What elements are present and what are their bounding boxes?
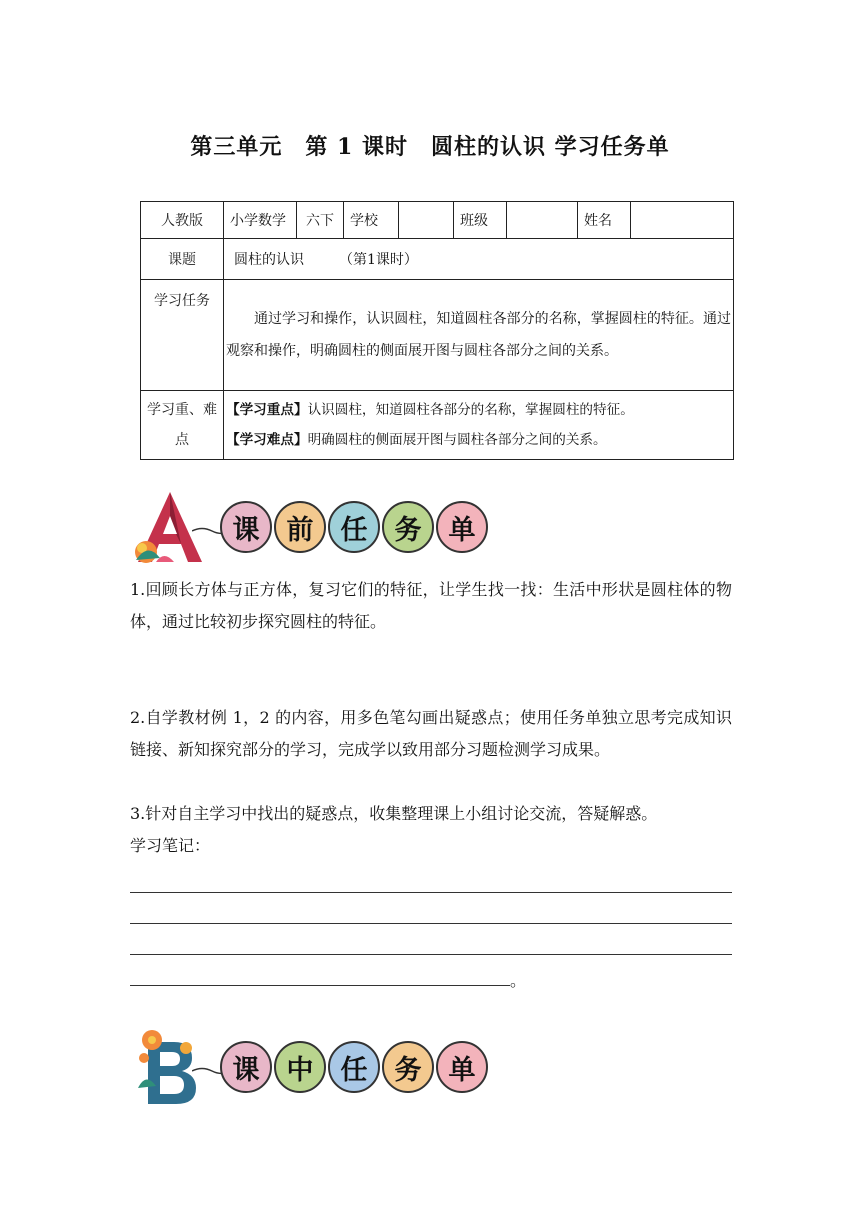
edition-cell: 人教版 <box>141 202 224 239</box>
class-label: 班级 <box>454 202 507 239</box>
table-row <box>141 280 734 391</box>
name-label: 姓名 <box>578 202 631 239</box>
note-line[interactable] <box>130 893 732 924</box>
banner-char: 单 <box>436 501 488 553</box>
table-row <box>141 239 734 280</box>
banner-char: 务 <box>382 501 434 553</box>
pre-class-banner <box>130 488 510 568</box>
banner-char: 前 <box>274 501 326 553</box>
key-point-text: 认识圆柱，知道圆柱各部分的名称，掌握圆柱的特征。 <box>307 402 634 418</box>
school-value <box>399 202 454 239</box>
task-label: 学习任务 <box>141 280 224 391</box>
in-class-banner <box>130 1028 510 1108</box>
pre-class-item-2: 2.自学教材例 1，2 的内容，用多色笔勾画出疑惑点；使用任务单独立思考完成知识链接、新知探究部分的学习，完成学以致用部分习题检测学习成果。 <box>130 708 732 759</box>
table-row <box>141 391 734 460</box>
topic-label: 课题 <box>141 239 224 280</box>
banner-char: 课 <box>220 1041 272 1093</box>
task-value: 通过学习和操作，认识圆柱，知道圆柱各部分的名称，掌握圆柱的特征。通过观察和操作，明确圆柱的侧面展开图与圆柱各部分之间的关系。 <box>226 311 731 359</box>
note-line-last <box>130 955 732 990</box>
school-label: 学校 <box>344 202 399 239</box>
note-line[interactable] <box>130 862 732 893</box>
banner-char: 中 <box>274 1041 326 1093</box>
key-point-tag: 【学习重点】 <box>226 402 308 418</box>
notes-label: 学习笔记： <box>130 836 211 855</box>
banner-char: 单 <box>436 1041 488 1093</box>
grade-cell: 六下 <box>297 202 344 239</box>
banner-char: 任 <box>328 1041 380 1093</box>
page-title: 第三单元 第 1 课时 圆柱的认识 学习任务单 <box>190 134 670 160</box>
key-point <box>226 395 733 425</box>
notes-end: 。 <box>510 971 527 990</box>
difficulty-tag: 【学习难点】 <box>226 432 308 448</box>
key-label: 学习重、难点 <box>141 391 224 460</box>
topic-value: 圆柱的认识 （第1课时） <box>224 239 734 280</box>
difficulty-point <box>226 425 733 455</box>
note-line[interactable] <box>130 924 732 955</box>
pre-class-item-1: 1.回顾长方体与正方体，复习它们的特征，让学生找一找：生活中形状是圆柱体的物体，通过比较初步探究圆柱的特征。 <box>130 580 732 631</box>
pre-class-item-3: 3.针对自主学习中找出的疑惑点，收集整理课上小组讨论交流，答疑解惑。 <box>130 804 658 823</box>
banner-circles <box>220 501 488 553</box>
subject-cell: 小学数学 <box>224 202 297 239</box>
banner-circles <box>220 1041 488 1093</box>
note-line[interactable] <box>130 955 510 986</box>
info-table <box>140 201 734 460</box>
banner-char: 务 <box>382 1041 434 1093</box>
difficulty-text: 明确圆柱的侧面展开图与圆柱各部分之间的关系。 <box>307 432 607 448</box>
name-value <box>631 202 734 239</box>
notes-lines[interactable] <box>130 862 732 990</box>
banner-char: 任 <box>328 501 380 553</box>
class-value <box>507 202 578 239</box>
table-row <box>141 202 734 239</box>
banner-char: 课 <box>220 501 272 553</box>
